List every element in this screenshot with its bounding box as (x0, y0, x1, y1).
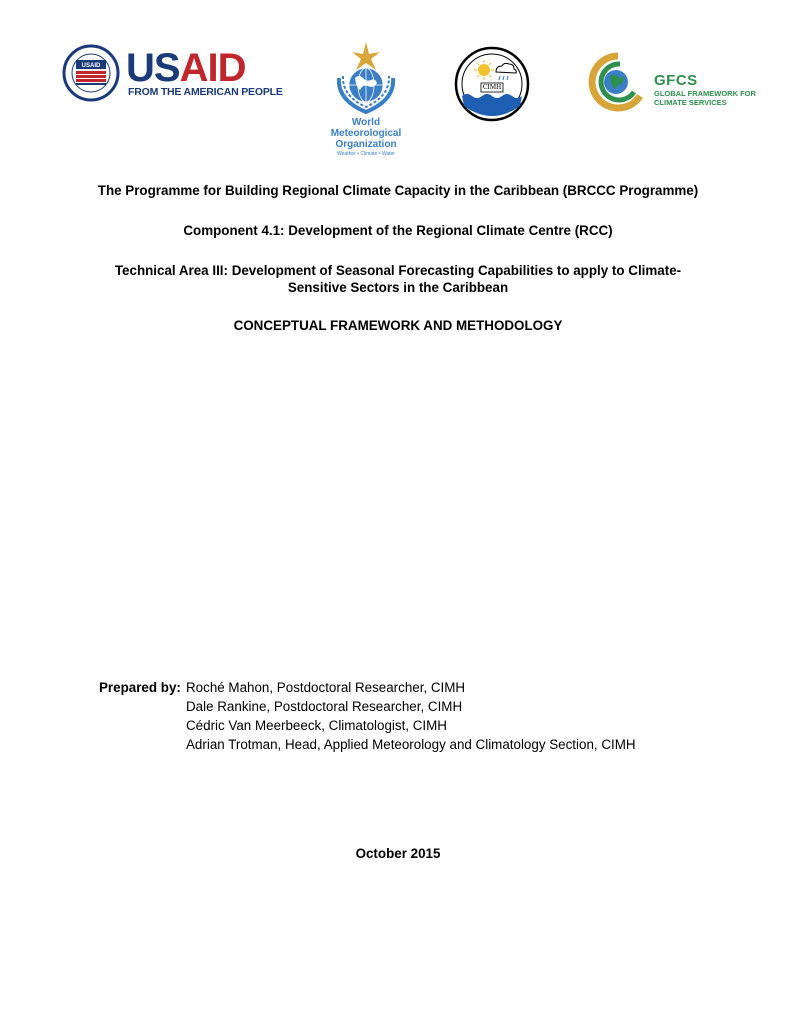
seal-inner-text: USAID (81, 63, 101, 69)
gfcs-emblem-icon (580, 52, 650, 112)
gfcs-fullname-line2: CLIMATE SERVICES (654, 97, 727, 107)
technical-area-line1: Technical Area III: Development of Seasonal Forecasting Capabilities to apply to Climate- (114, 263, 682, 278)
wmo-name: World Meteorological Organization (330, 117, 402, 150)
prepared-by-label: Prepared by: (99, 680, 181, 695)
gfcs-abbr: GFCS (654, 72, 698, 89)
usaid-wordmark (126, 48, 245, 88)
wmo-logo (325, 40, 407, 158)
author-item: Dale Rankine, Postdoctoral Researcher, CIMH (186, 699, 463, 714)
usaid-logo (62, 42, 283, 102)
usaid-tagline: FROM THE AMERICAN PEOPLE (128, 86, 283, 98)
usaid-word-us: US (126, 46, 180, 90)
usaid-seal-icon (62, 44, 120, 102)
wmo-emblem-icon (325, 40, 407, 116)
author-item: Adrian Trotman, Head, Applied Meteorology and Climatology Section, CIMH (186, 737, 636, 752)
cimh-abbr: CIMH (482, 83, 502, 91)
technical-area-heading (40, 262, 756, 296)
author-list (186, 678, 636, 754)
publication-date: October 2015 (355, 846, 441, 861)
usaid-word-aid: AID (179, 46, 246, 90)
wmo-tagline: Weather • Climate • Water (337, 151, 395, 157)
gfcs-logo (580, 52, 765, 112)
author-item: Roché Mahon, Postdoctoral Researcher, CIMH (186, 680, 466, 695)
gfcs-fullname-line1: GLOBAL FRAMEWORK FOR (654, 89, 756, 98)
gfcs-fullname (654, 90, 756, 107)
author-item: Cédric Van Meerbeeck, Climatologist, CIMH (186, 718, 447, 733)
programme-title: The Programme for Building Regional Climate Capacity in the Caribbean (BRCCC Programme) (97, 183, 699, 198)
cimh-logo (448, 46, 536, 122)
component-heading: Component 4.1: Development of the Regional Climate Centre (RCC) (183, 223, 613, 238)
document-title: CONCEPTUAL FRAMEWORK AND METHODOLOGY (233, 318, 563, 333)
technical-area-line2: Sensitive Sectors in the Caribbean (287, 280, 509, 295)
